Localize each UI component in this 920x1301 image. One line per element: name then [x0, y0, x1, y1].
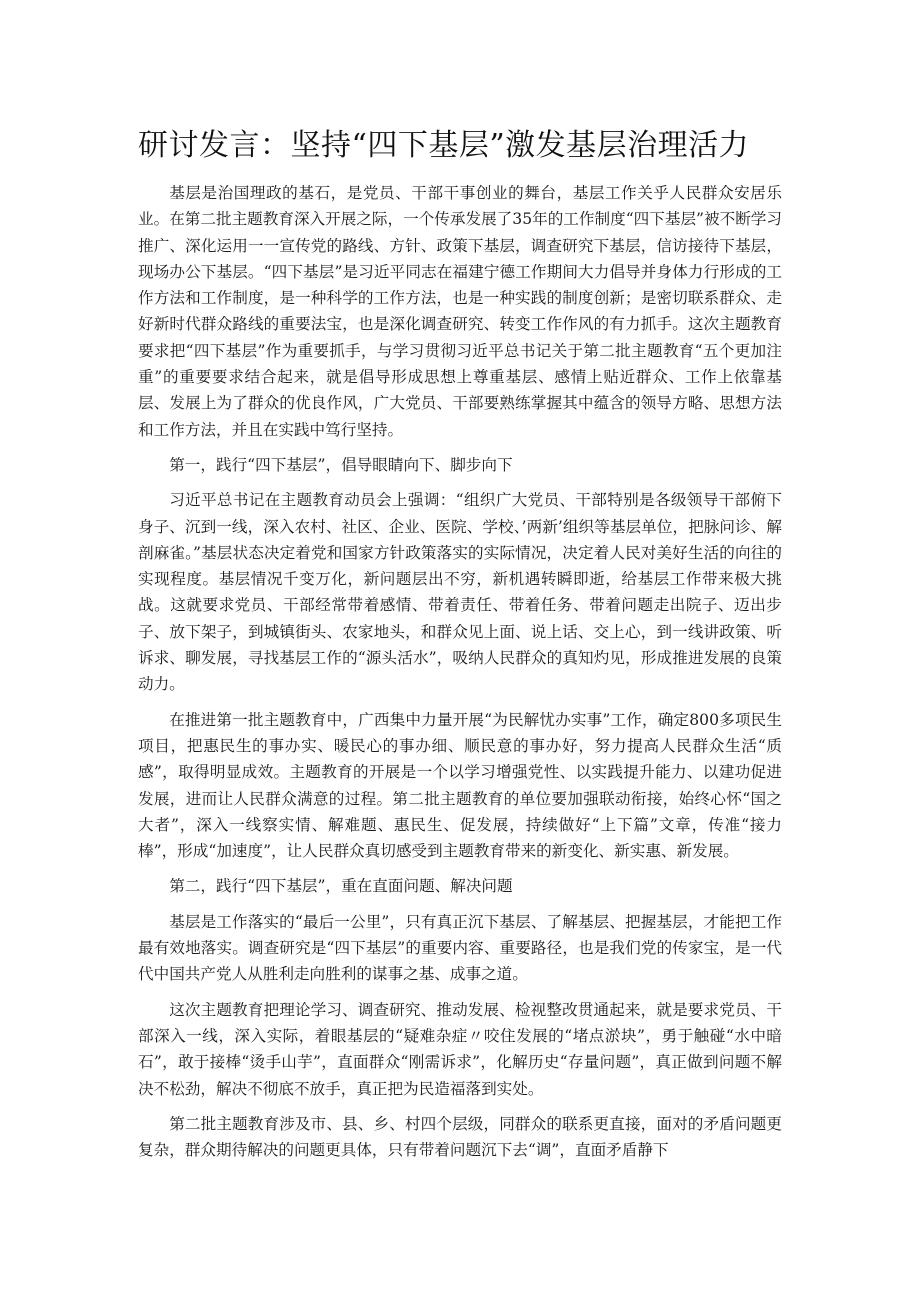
section-heading: 第一，践行“四下基层”，倡导眼睛向下、脚步向下 [169, 455, 513, 474]
paragraph: 基层是工作落实的“最后一公里”，只有真正沉下基层、了解基层、把握基层，才能把工作最有效地落实。调查研究是“四下基层”的重要内容、重要路径，也是我们党的传家宝，是一代代中国共产党人从胜利走向胜利的谋事之基、成事之道。 [138, 912, 782, 984]
document-body [138, 180, 782, 1172]
section-heading: 第二，践行“四下基层”，重在直面问题、解决问题 [169, 877, 513, 896]
paragraph: 基层是治国理政的基石，是党员、干部干事创业的舞台，基层工作关乎人民群众安居乐业。在第二批主题教育深入开展之际，一个传承发展了35年的工作制度“四下基层”被不断学习推广、深化运用一一宣传党的路线、方针、政策下基层，调查研究下基层，信访接待下基层，现场办公下基层。“四下基层”是习近平同志在福建宁德工作期间大力倡导并身体力行形成的工作方法和工作制度，是一种科学的工作方法，也是一种实践的制度创新；是密切联系群众、走好新时代群众路线的重要法宝，也是深化调查研究、转变工作作风的有力抓手。这次主题教育要求把“四下基层”作为重要抓手，与学习贯彻习近平总书记关于第二批主题教育“五个更加注重”的重要要求结合起来，就是倡导形成思想上尊重基层、感情上贴近群众、工作上依靠基层、发展上为了群众的优良作风，广大党员、干部要熟练掌握其中蕴含的领导方略、思想方法和工作方法，并且在实践中笃行坚持。 [138, 184, 782, 439]
document-title: 研讨发言：坚持“四下基层”激发基层治理活力 [138, 128, 750, 163]
paragraph: 习近平总书记在主题教育动员会上强调：“组织广大党员、干部特别是各级领导干部俯下身子、沉到一线，深入农村、社区、企业、医院、学校、’两新’组织等基层单位，把脉问诊、解剖麻雀。”基层状态决定着党和国家方针政策落实的实际情况，决定着人民对美好生活的向往的实现程度。基层情况千变万化，新问题层出不穷，新机遇转瞬即逝，给基层工作带来极大挑战。这就要求党员、干部经常带着感情、带着责任、带着任务、带着问题走出院子、迈出步子、放下架子，到城镇街头、农家地头，和群众见上面、说上话、交上心，到一线讲政策、听诉求、聊发展，寻找基层工作的“源头活水”，吸纳人民群众的真知灼见，形成推进发展的良策动力。 [138, 491, 782, 694]
paragraph: 第二批主题教育涉及市、县、乡、村四个层级，同群众的联系更直接，面对的矛盾问题更复杂，群众期待解决的问题更具体，只有带着问题沉下去“调”，直面矛盾静下 [138, 1114, 782, 1160]
paragraph: 在推进第一批主题教育中，广西集中力量开展“为民解忧办实事”工作，确定800多项民生项目，把惠民生的事办实、暖民心的事办细、顺民意的事办好，努力提高人民群众生活“质感”，取得明显成效。主题教育的开展是一个以学习增强党性、以实践提升能力、以建功促进发展，进而让人民群众满意的过程。第二批主题教育的单位要加强联动衔接，始终心怀“国之大者”，深入一线察实情、解难题、惠民生、促发展，持续做好“上下篇”文章，传准“接力棒”，形成“加速度”，让人民群众真切感受到主题教育带来的新变化、新实惠、新发展。 [138, 710, 782, 861]
paragraph: 这次主题教育把理论学习、调查研究、推动发展、检视整改贯通起来，就是要求党员、干部深入一线，深入实际，着眼基层的“疑难杂症〃咬住发展的“堵点淤块”，勇于触碰“水中暗石”，敢于接棒“烫手山芋”，直面群众“刚需诉求”，化解历史“存量问题”，真正做到问题不解决不松劲，解决不彻底不放手，真正把为民造福落到实处。 [138, 1000, 782, 1098]
